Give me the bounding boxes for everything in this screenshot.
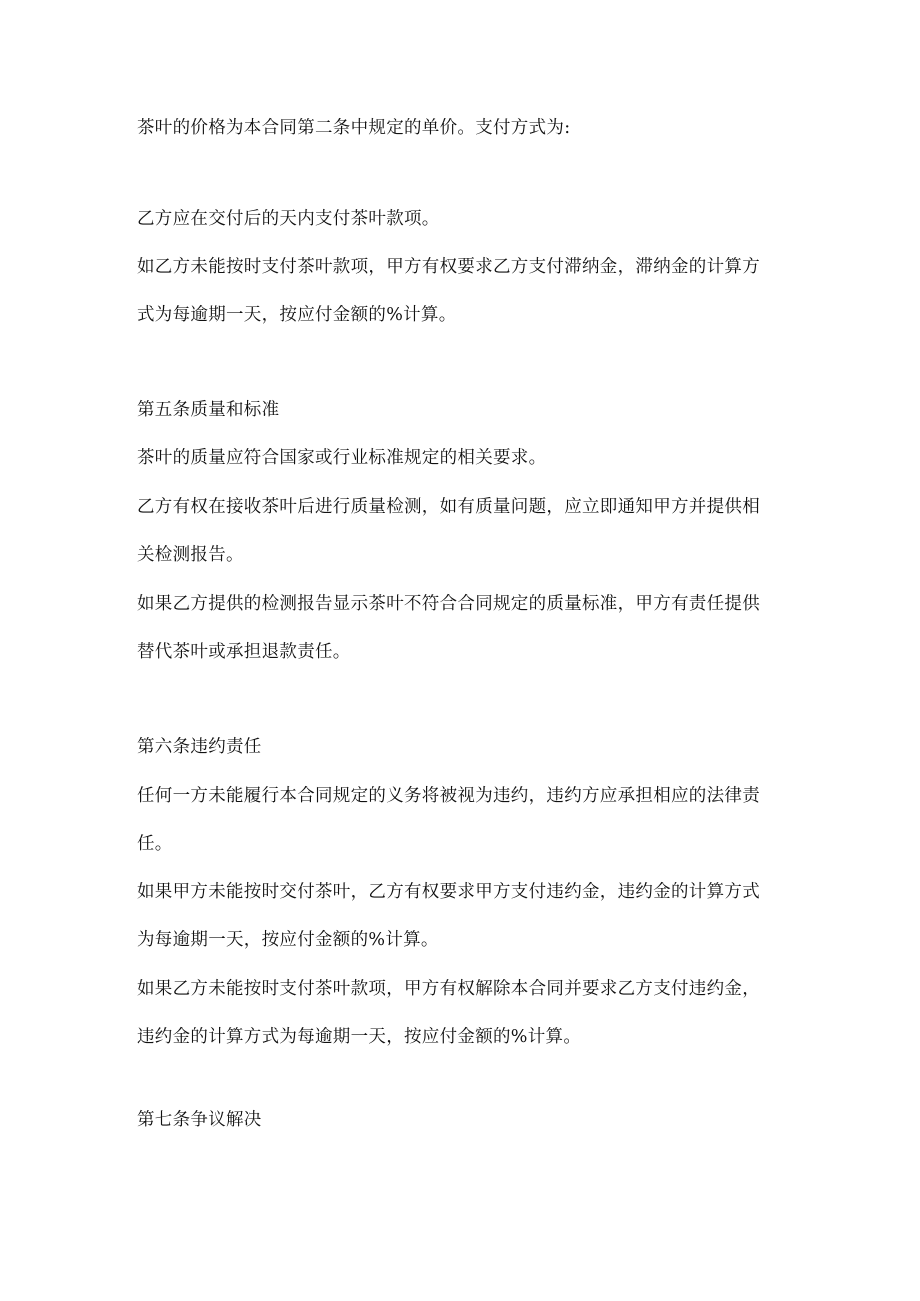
breach-liability-line-2: 任。 — [137, 834, 173, 854]
payment-deadline-line: 乙方应在交付后的天内支付茶叶款项。 — [137, 209, 440, 229]
quality-remedy-line-2: 替代茶叶或承担退款责任。 — [137, 642, 351, 662]
quality-remedy-line-1: 如果乙方提供的检测报告显示茶叶不符合合同规定的质量标准，甲方有责任提供 — [137, 594, 760, 614]
payment-method-line: 茶叶的价格为本合同第二条中规定的单价。支付方式为: — [137, 118, 571, 138]
late-fee-line-1: 如乙方未能按时支付茶叶款项，甲方有权要求乙方支付滞纳金，滞纳金的计算方 — [137, 257, 760, 277]
payment-penalty-line-2: 违约金的计算方式为每逾期一天，按应付金额的%计算。 — [137, 1027, 582, 1047]
article-6-heading: 第六条违约责任 — [137, 737, 262, 757]
breach-liability-line-1: 任何一方未能履行本合同规定的义务将被视为违约，违约方应承担相应的法律责 — [137, 786, 760, 806]
payment-penalty-line-1: 如果乙方未能按时支付茶叶款项，甲方有权解除本合同并要求乙方支付违约金， — [137, 979, 760, 999]
late-fee-line-2: 式为每逾期一天，按应付金额的%计算。 — [137, 305, 457, 325]
delivery-penalty-line-2: 为每逾期一天，按应付金额的%计算。 — [137, 930, 439, 950]
delivery-penalty-line-1: 如果甲方未能按时交付茶叶，乙方有权要求甲方支付违约金，违约金的计算方式 — [137, 882, 760, 902]
article-7-heading: 第七条争议解决 — [137, 1110, 262, 1130]
article-5-heading: 第五条质量和标准 — [137, 400, 280, 420]
quality-inspection-line-2: 关检测报告。 — [137, 545, 244, 565]
quality-standard-line: 茶叶的质量应符合国家或行业标准规定的相关要求。 — [137, 448, 547, 468]
quality-inspection-line-1: 乙方有权在接收茶叶后进行质量检测，如有质量问题，应立即通知甲方并提供相 — [137, 497, 760, 517]
